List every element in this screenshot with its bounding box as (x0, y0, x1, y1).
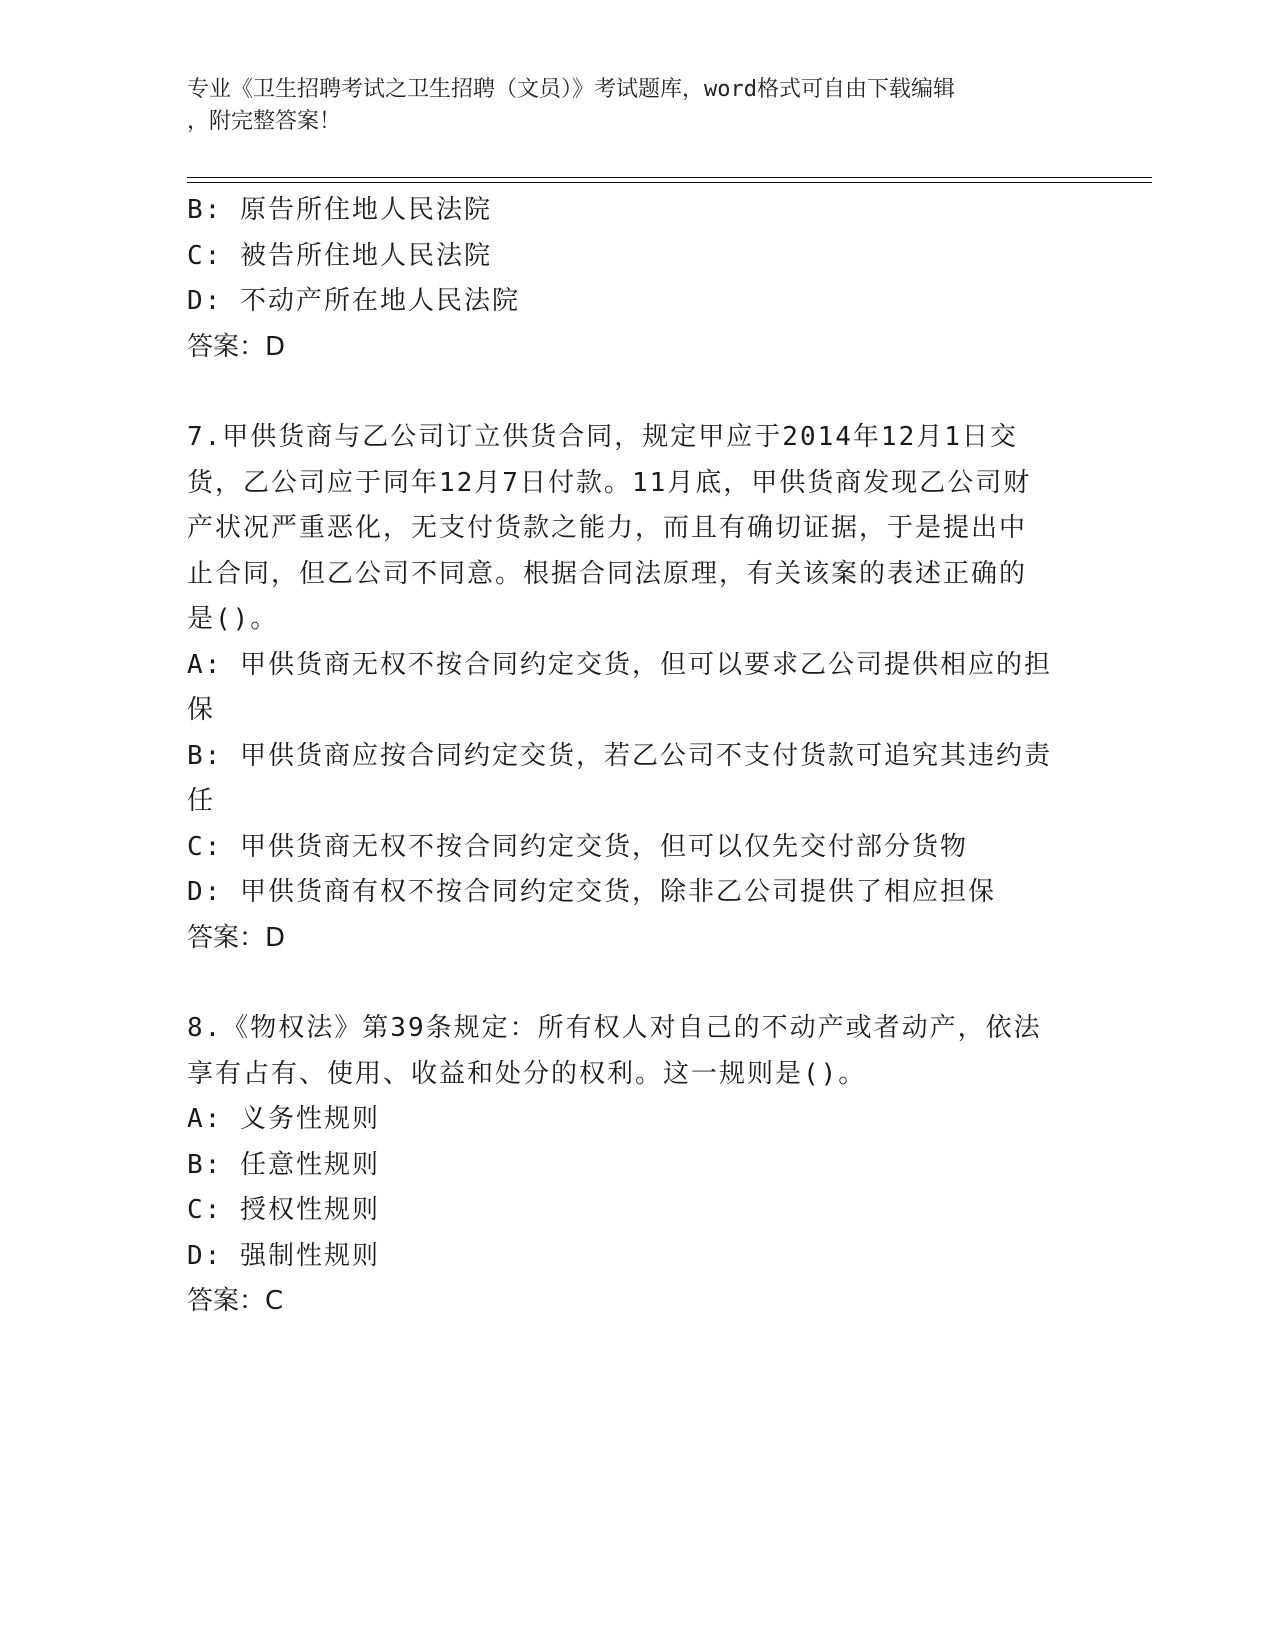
header-line-2: ，附完整答案！ (187, 109, 342, 134)
q7-stem-line: 7.甲供货商与乙公司订立供货合同，规定甲应于2014年12月1日交 (187, 422, 1018, 452)
q6-option-d: D: 不动产所在地人民法院 (187, 286, 520, 316)
q7-stem-line: 止合同，但乙公司不同意。根据合同法原理，有关该案的表述正确的 (187, 558, 1028, 589)
q8-stem-line: 8.《物权法》第39条规定：所有权人对自己的不动产或者动产，依法 (187, 1013, 1042, 1043)
question-7 (187, 415, 1087, 961)
q6-option-b: B: 原告所住地人民法院 (187, 195, 492, 225)
header-rule-bottom (187, 182, 1152, 183)
spacer (187, 370, 1087, 415)
q7-option-c: C: 甲供货商无权不按合同约定交货，但可以仅先交付部分货物 (187, 831, 968, 862)
q7-stem-line: 产状况严重恶化，无支付货款之能力，而且有确切证据，于是提出中 (187, 513, 1028, 543)
q7-stem-line: 是()。 (187, 604, 279, 634)
question-content (187, 188, 1087, 1325)
question-6-tail (187, 188, 1087, 370)
q6-answer: 答案：D (187, 331, 286, 362)
q7-option-b-line1: B: 甲供货商应按合同约定交货，若乙公司不支付货款可追究其违约责 (187, 740, 1052, 771)
q8-option-d: D: 强制性规则 (187, 1240, 380, 1271)
q7-option-b-line2: 任 (187, 786, 216, 816)
spacer (187, 961, 1087, 1006)
q7-option-d: D: 甲供货商有权不按合同约定交货，除非乙公司提供了相应担保 (187, 877, 996, 907)
q6-option-c: C: 被告所住地人民法院 (187, 240, 492, 271)
q8-option-a: A: 义务性规则 (187, 1104, 380, 1134)
q8-option-c: C: 授权性规则 (187, 1195, 380, 1225)
q8-option-b: B: 任意性规则 (187, 1149, 380, 1180)
q8-stem-line: 享有占有、使用、收益和处分的权利。这一规则是()。 (187, 1058, 867, 1089)
header-rule-top (187, 177, 1152, 178)
q7-answer: 答案：D (187, 922, 286, 953)
document-header (187, 74, 1067, 138)
q7-option-a-line2: 保 (187, 695, 216, 725)
q7-stem-line: 货，乙公司应于同年12月7日付款。11月底，甲供货商发现乙公司财 (187, 467, 1032, 498)
question-8 (187, 1006, 1087, 1325)
header-line-1: 专业《卫生招聘考试之卫生招聘（文员）》考试题库，word格式可自由下载编辑 (187, 77, 955, 102)
q7-option-a-line1: A: 甲供货商无权不按合同约定交货，但可以要求乙公司提供相应的担 (187, 649, 1052, 680)
q8-answer: 答案：C (187, 1286, 284, 1316)
